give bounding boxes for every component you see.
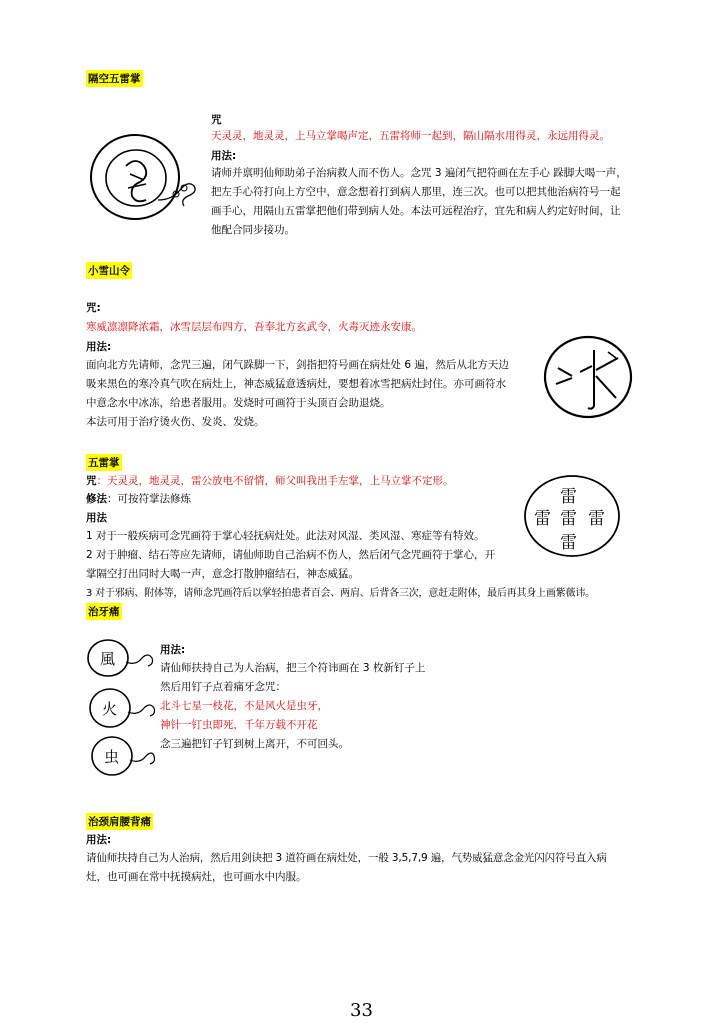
text-line: 灶，也可画在常中抚摸病灶，也可画水中内服。 (86, 871, 307, 883)
lei-glyph-bottom: 雷 (560, 533, 577, 553)
yatong-talisman-outlines (86, 636, 156, 786)
zhou-label: 咒 (86, 475, 97, 487)
lei-glyph-center: 雷 (560, 509, 577, 529)
practice-text: 可按符掌法修炼 (117, 493, 191, 505)
practice-row: 修法：可按符掌法修炼 (86, 493, 191, 505)
usage-label: 用法: (211, 150, 237, 162)
incantation-line: 北斗七星一枝花，不是风火是虫牙， (160, 700, 328, 712)
yatong-talismans (86, 636, 156, 786)
text-line: 2 对于肿瘤、结石等应先请师，请仙师助自己治病不伤人，然后闭气念咒画符于掌心，开 (86, 549, 496, 561)
usage-paragraph (86, 849, 666, 887)
zhou-label: 咒: (86, 302, 101, 314)
practice-label: 修法 (86, 493, 107, 505)
huo-glyph: 火 (102, 700, 118, 718)
usage-label: 用法 (86, 512, 107, 524)
usage-paragraph (160, 659, 520, 754)
text-line: 面向北方先请师，念咒三遍，闭气跺脚一下，剑指把符号画在病灶处 6 遍，然后从北方天边 (86, 359, 509, 371)
text-line: 他配合同步接功。 (211, 224, 295, 236)
section-title-xiaoxueshanling: 小雪山令 (86, 262, 132, 279)
usage-label: 用法: (86, 341, 112, 353)
text-line: 请师并禀明仙师助弟子治病救人而不伤人。念咒 3 遍闭气把符画在左手心 跺脚大喝一声， (211, 167, 627, 179)
wulei-talisman-image (522, 470, 622, 560)
section-title-zhiyatong: 治牙痛 (86, 603, 122, 620)
text-line: 请仙师扶持自己为人治病，把三个符讳画在 3 枚新钉子上 (160, 662, 426, 674)
text-line: 念三遍把钉子钉到树上离开，不可回头。 (160, 738, 349, 750)
usage-label: 用法: (86, 834, 112, 846)
xueshan-talisman-image (540, 332, 636, 422)
text-line: 1 对于一般疾病可念咒画符于掌心轻抚病灶处。此法对风湿、类风湿、寒症等有特效。 (86, 530, 485, 542)
incantation-text: 天灵灵，地灵灵，上马立掌喝声定，五雷将师一起到，隔山隔水用得灵，永远用得灵。 (211, 130, 610, 142)
text-line: 把左手心符打向上方空中，意念想着打到病人那里，连三次。也可以把其他治病符号一起 (211, 186, 621, 198)
text-line: 中意念水中冰冻，给患者服用。发烧时可画符于头顶百会助退烧。 (86, 397, 391, 409)
incantation-row: 咒：天灵灵，地灵灵，雷公放电不留情，师父叫我出手左掌，上马立掌不定形。 (86, 475, 454, 487)
usage-paragraph (86, 356, 546, 432)
zhou-label: 咒 (211, 114, 222, 126)
page-number: 33 (350, 1000, 373, 1021)
incantation-text: 天灵灵，地灵灵，雷公放电不留情，师父叫我出手左掌，上马立掌不定形。 (107, 475, 454, 487)
lei-glyph-top: 雷 (560, 487, 577, 507)
section-title-wuleizhang: 五雷掌 (86, 454, 122, 471)
text-line: 画手心，用隔山五雷掌把他们带到病人处。本法可远程治疗，宜先和病人约定好时间，让 (211, 205, 621, 217)
text-line: 然后用钉子点着痛牙念咒： (160, 681, 286, 693)
usage-paragraph (211, 164, 651, 240)
section-title-zhijingjian: 治颈肩腰背痛 (86, 813, 153, 830)
section-title-gekong-wuleizhang: 隔空五雷掌 (86, 70, 143, 87)
text-line: 掌隔空打出同时大喝一声，意念打散肿瘤结石，神态威猛。 (86, 568, 359, 580)
text-line: 本法可用于治疗烫火伤、发炎、发烧。 (86, 416, 265, 428)
incantation-line: 神针一钉虫即死，千年万载不开花 (160, 719, 318, 731)
incantation-text: 寒威凛凛降浓霜，冰雪层层布四方，吾奉北方玄武令，火毒灭迹永安康。 (86, 321, 422, 333)
feng-glyph: 風 (100, 650, 116, 668)
usage-label: 用法: (160, 644, 186, 656)
lei-glyph-right: 雷 (588, 509, 605, 529)
chong-glyph: 虫 (104, 748, 120, 766)
text-line: 3 对于邪病、附体等，请师念咒画符后以掌轻拍患者百会、两肩、后背各三次，意赶走附体，最后再其身上画紫薇讳。 (86, 588, 595, 599)
lei-glyph-left: 雷 (534, 509, 551, 529)
gekong-talisman-image (88, 130, 198, 225)
text-line: 吸来黑色的寒冷真气吹在病灶上，神态威猛意透病灶，要想着冰雪把病灶封住。亦可画符水 (86, 378, 506, 390)
text-line: 请仙师扶持自己为人治病，然后用剑诀把 3 道符画在病灶处，一般 3,5,7,9 遍，气势威猛意念金光闪闪符号直入病 (86, 852, 607, 864)
